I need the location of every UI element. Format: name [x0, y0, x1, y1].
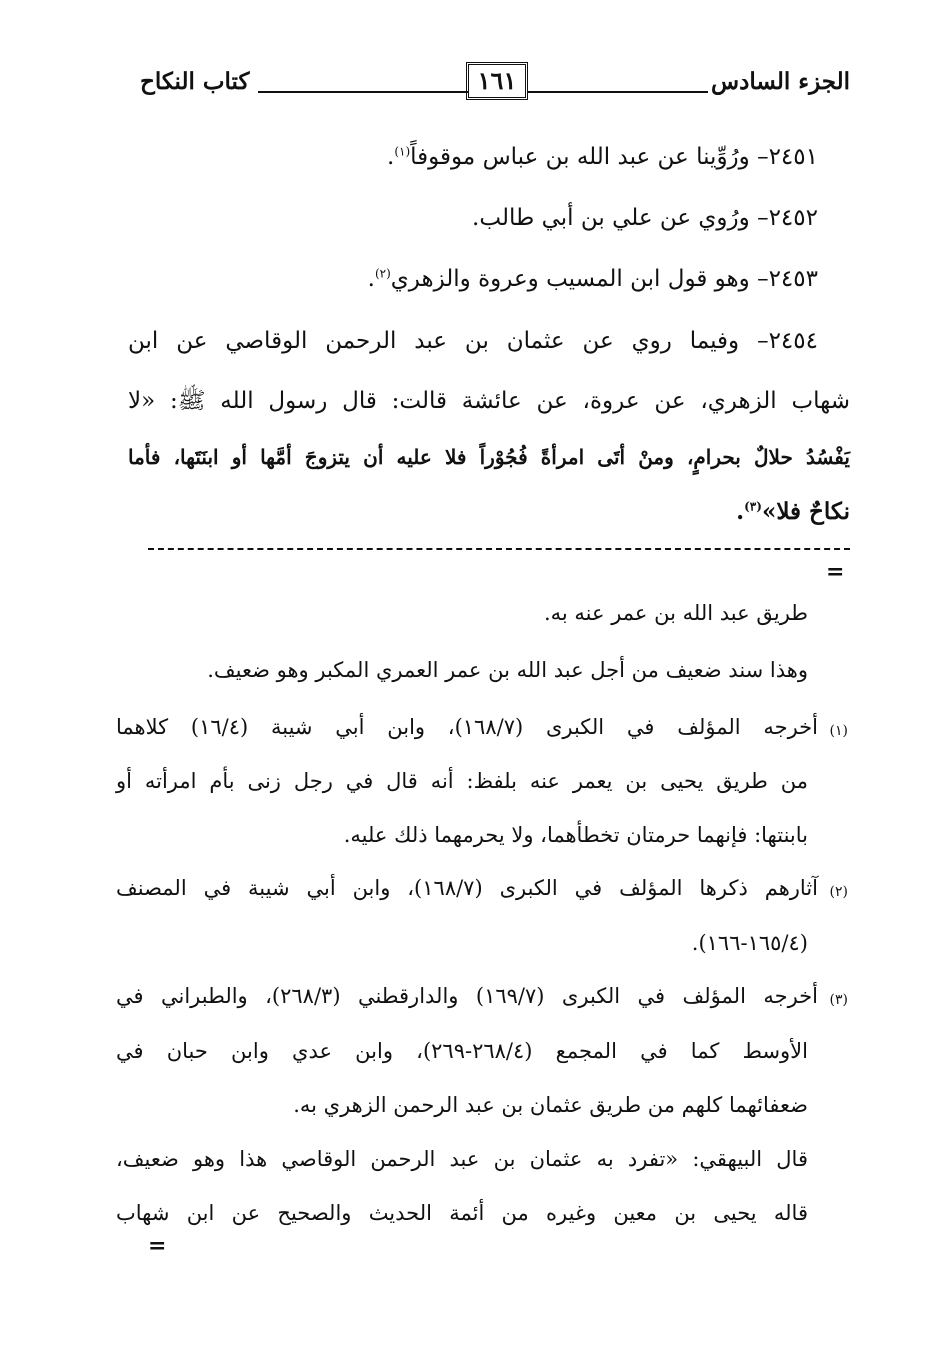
hadith-2451 [387, 142, 818, 172]
footnote-ref-3: (٣) [744, 499, 762, 514]
hadith-2454-line-1: ٢٤٥٤– وفيما روي عن عثمان بن عبد الرحمن الوقاصي عن ابن [128, 328, 818, 354]
hadith-2454-line-2: شهاب الزهري، عن عروة، عن عائشة قالت: قال رسول الله ﷺ: «لا [128, 388, 850, 414]
hadith-2453-text: ٢٤٥٣– وهو قول ابن المسيب وعروة والزهري [390, 266, 818, 292]
footnote-3-line-4: قال البيهقي: «تفرد به عثمان بن عبد الرحمن الوقاصي هذا وهو ضعيف، [116, 1147, 808, 1171]
continued-marker: = [826, 559, 845, 585]
footnote-2-line-2: (١٦٥/٤-١٦٦). [691, 931, 808, 955]
footnote-3-line-1: أخرجه المؤلف في الكبرى (١٦٩/٧) والدارقطني (٢٦٨/٣)، والطبراني في [116, 984, 818, 1008]
hadith-2454-quote-end: نكاحٌ فلا» [761, 498, 850, 525]
header-part-label: الجزء السادس [711, 68, 850, 95]
footnote-number-1: (١) [829, 723, 848, 739]
hadith-2453 [368, 264, 818, 294]
hadith-2451-text: ٢٤٥١– ورُوِّينا عن عبد الله بن عباس موقوفاً [410, 144, 818, 170]
page-number: ١٦١ [466, 62, 528, 100]
footnote-3-line-2: الأوسط كما في المجمع (٢٦٨/٤-٢٦٩)، وابن عدي وابن حبان في [116, 1039, 808, 1063]
footnote-cont-line-1: طريق عبد الله بن عمر عنه به. [543, 601, 808, 625]
footnote-1-line-1: أخرجه المؤلف في الكبرى (١٦٨/٧)، وابن أبي شيبة (١٦/٤) كلاهما [116, 715, 818, 739]
hadith-2452: ٢٤٥٢– ورُوي عن علي بن أبي طالب. [472, 205, 818, 231]
hadith-2454-line-4 [736, 497, 850, 527]
footnote-number-2: (٢) [829, 884, 848, 900]
footnote-separator [148, 548, 850, 550]
footnote-ref-1: (١) [394, 144, 411, 159]
continues-marker: = [148, 1233, 167, 1259]
footnote-ref-2: (٢) [374, 266, 391, 281]
hadith-2454-end: . [736, 498, 745, 525]
footnote-3-line-5: قاله يحيى بن معين وغيره من أئمة الحديث والصحيح عن ابن شهاب [116, 1201, 808, 1225]
footnote-2-line-1: آثارهم ذكرها المؤلف في الكبرى (١٦٨/٧)، وابن أبي شيبة في المصنف [116, 876, 818, 900]
footnote-1-line-2: من طريق يحيى بن يعمر عنه بلفظ: أنه قال في رجل زنى بأم امرأته أو [116, 769, 808, 793]
hadith-2451-end: . [387, 144, 395, 170]
footnote-cont-line-2: وهذا سند ضعيف من أجل عبد الله بن عمر العمري المكبر وهو ضعيف. [207, 658, 808, 682]
footnote-3-line-3: ضعفائهما كلهم من طريق عثمان بن عبد الرحمن الزهري به. [293, 1093, 808, 1117]
hadith-2453-end: . [367, 266, 375, 292]
footnote-1-line-3: بابنتها: فإنهما حرمتان تخطأهما، ولا يحرمهما ذلك عليه. [343, 823, 808, 847]
header-rule-right [528, 91, 708, 93]
footnote-number-3: (٣) [829, 992, 848, 1008]
hadith-2454-line-3: يَفْسُدُ حلالٌ بحرامٍ، ومنْ أتَى امرأةً فُجُوْراً فلا عليه أن يتزوجَ أمَّها أو ابنَتَها، فأما [128, 445, 850, 469]
header-book-title: كتاب النكاح [140, 68, 250, 95]
header-rule-left [258, 91, 468, 93]
